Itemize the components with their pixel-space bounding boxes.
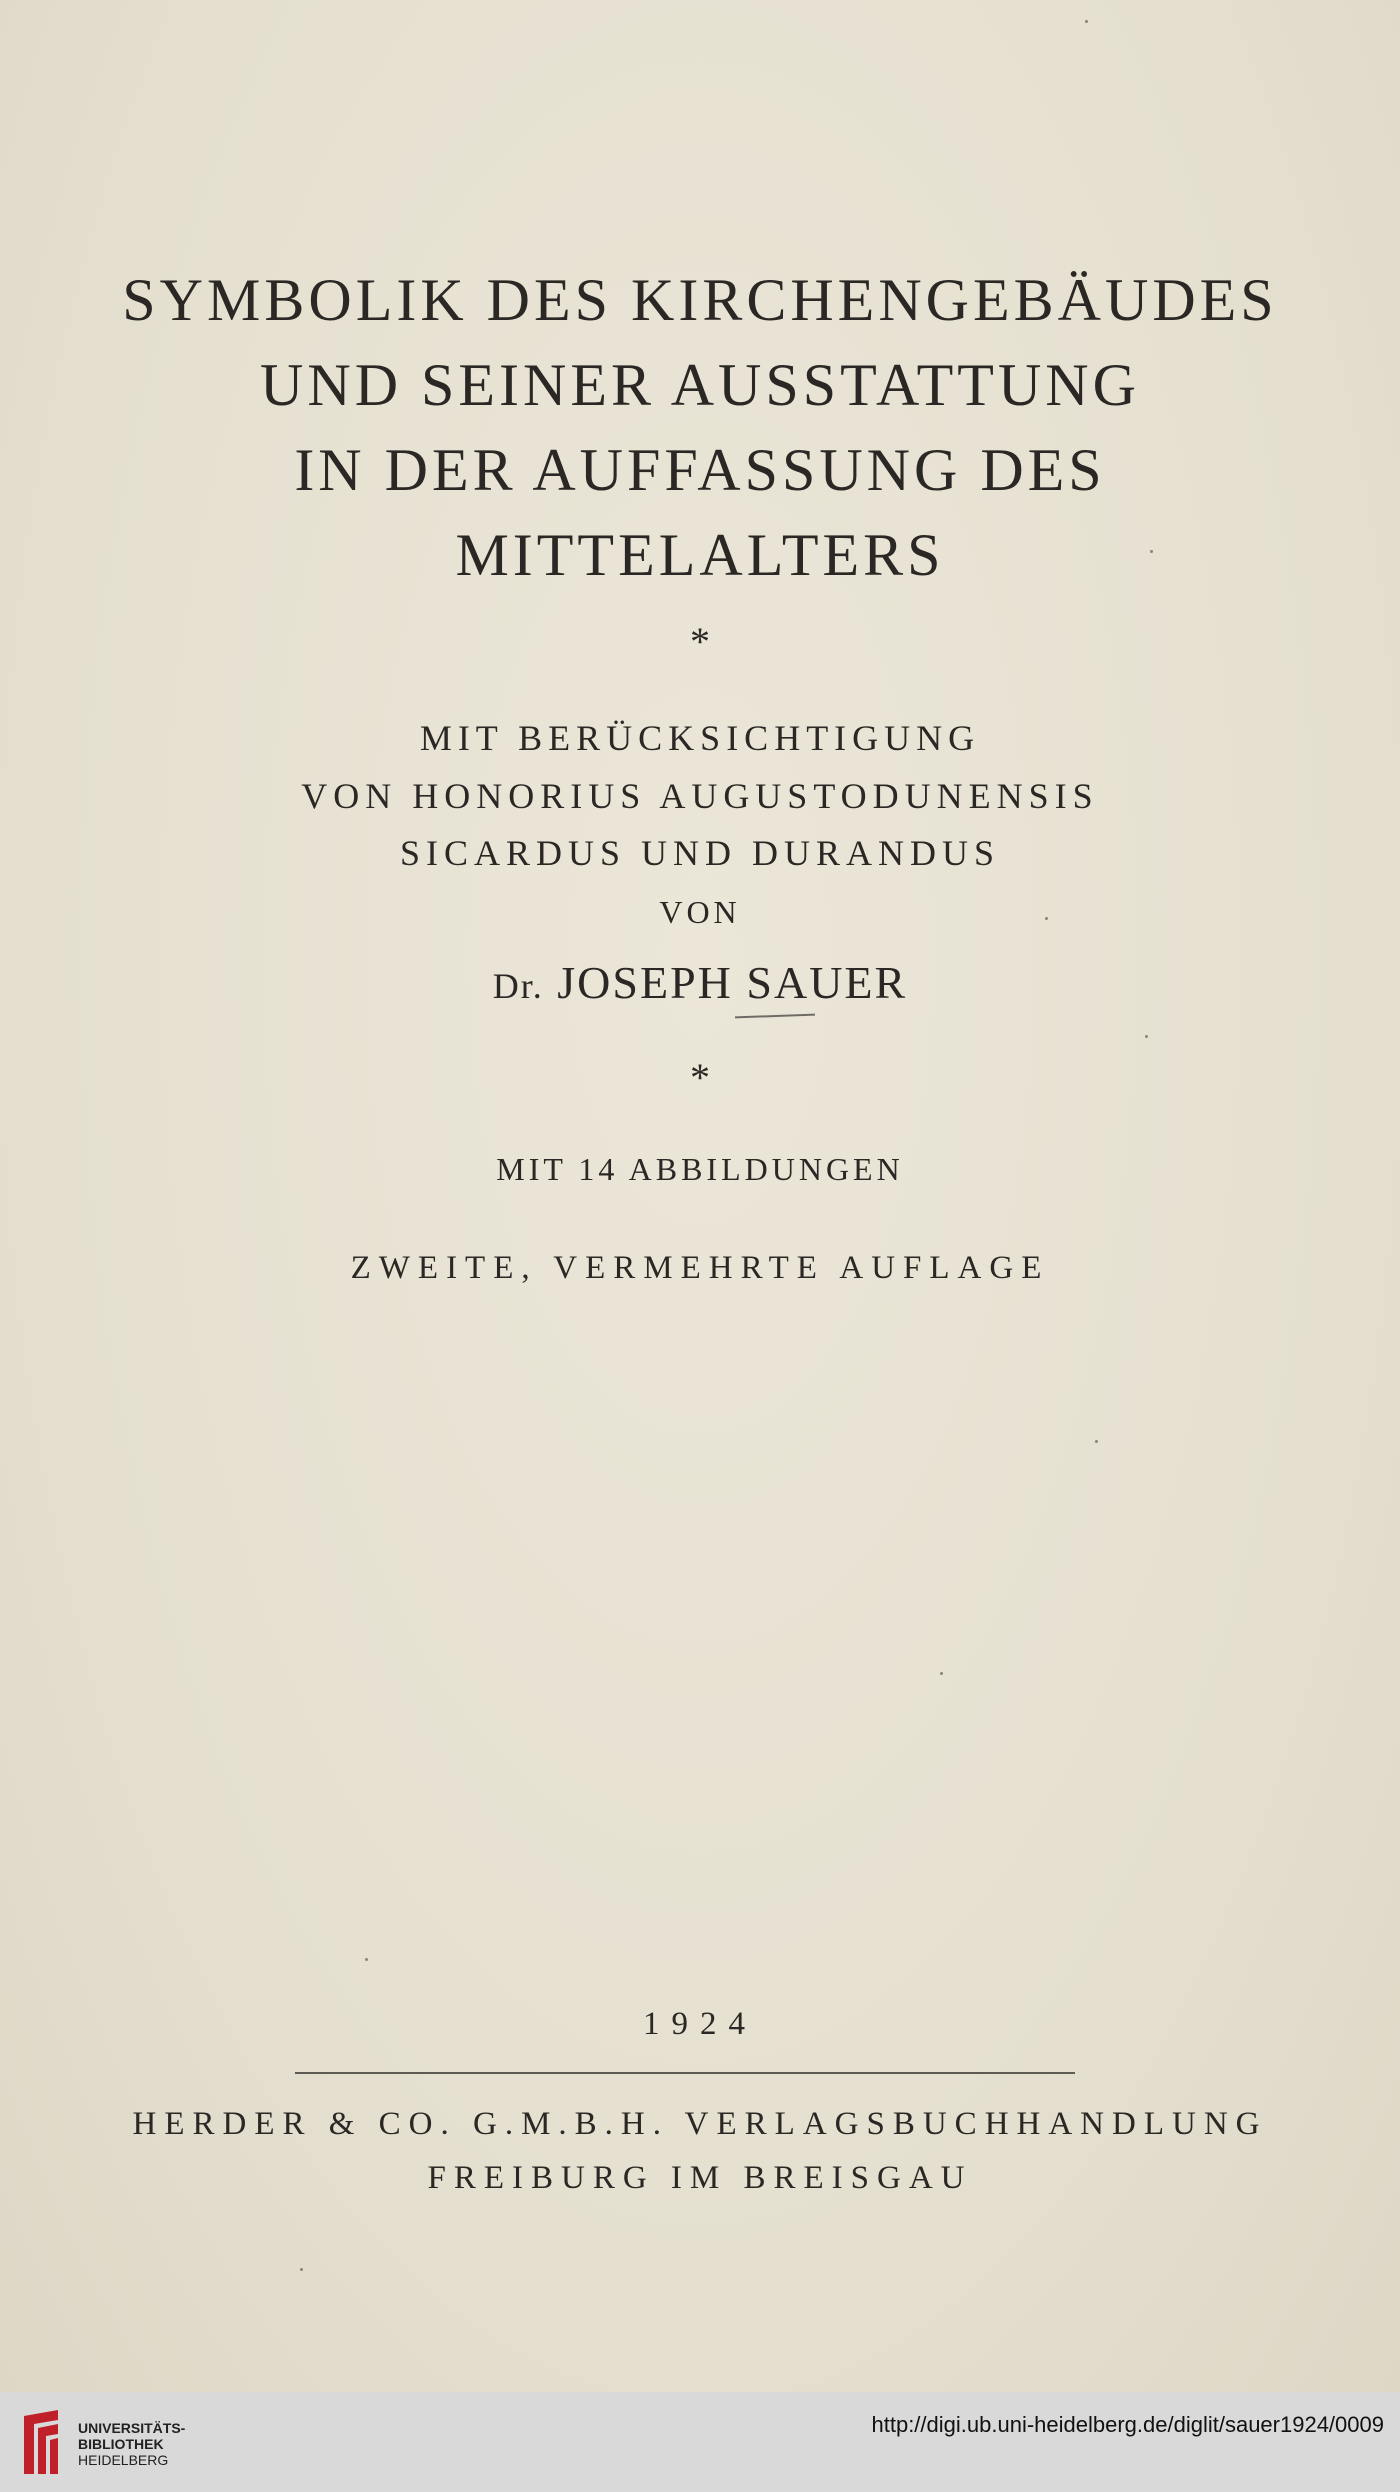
paper-speck bbox=[1085, 20, 1088, 23]
illustrations-note: MIT 14 ABBILDUNGEN bbox=[496, 1151, 904, 1187]
title-line-3: IN DER AUFFASSUNG DES bbox=[294, 437, 1106, 503]
by-label: VON bbox=[659, 894, 741, 930]
publication-year: 1924 bbox=[643, 2006, 757, 2042]
title-line-2: UND SEINER AUSSTATTUNG bbox=[260, 352, 1140, 418]
subtitle-line-1: MIT BERÜCKSICHTIGUNG bbox=[419, 718, 981, 758]
place-line: FREIBURG IM BREISGAU bbox=[427, 2160, 973, 2196]
library-footer bbox=[0, 2392, 1400, 2492]
paper-speck bbox=[1145, 1035, 1148, 1038]
university-library-logo-icon bbox=[14, 2406, 68, 2478]
paper-speck bbox=[940, 1672, 943, 1675]
divider-rule bbox=[295, 2072, 1075, 2074]
paper-speck bbox=[300, 2268, 303, 2271]
subtitle-line-3: SICARDUS UND DURANDUS bbox=[399, 833, 1001, 873]
author-name: JOSEPH SAUER bbox=[557, 957, 908, 1008]
author-line bbox=[0, 957, 1400, 1008]
paper-speck bbox=[1095, 1440, 1098, 1443]
edition-note: ZWEITE, VERMEHRTE AUFLAGE bbox=[350, 1250, 1050, 1286]
title-line-4: MITTELALTERS bbox=[455, 522, 945, 588]
paper-speck bbox=[365, 1958, 368, 1961]
library-name bbox=[78, 2420, 185, 2468]
permalink-url[interactable]: http://digi.ub.uni-heidelberg.de/diglit/sauer1924/0009 bbox=[871, 2412, 1384, 2437]
library-name-line-3: HEIDELBERG bbox=[78, 2452, 169, 2468]
pencil-underline-mark bbox=[735, 1014, 815, 1019]
author-prefix: Dr. bbox=[492, 966, 544, 1006]
title-line-1: SYMBOLIK DES KIRCHENGEBÄUDES bbox=[122, 267, 1278, 333]
subtitle-line-2: VON HONORIUS AUGUSTODUNENSIS bbox=[301, 776, 1099, 816]
library-name-line-2: BIBLIOTHEK bbox=[78, 2436, 164, 2452]
ornament-asterisk-2: * bbox=[690, 1055, 710, 1100]
paper-speck bbox=[1150, 550, 1153, 553]
library-name-line-1: UNIVERSITÄTS- bbox=[78, 2420, 186, 2436]
ornament-asterisk-1: * bbox=[690, 619, 710, 664]
paper-speck bbox=[1045, 917, 1048, 920]
publisher-line: HERDER & CO. G.M.B.H. VERLAGSBUCHHANDLUNG bbox=[132, 2106, 1268, 2142]
